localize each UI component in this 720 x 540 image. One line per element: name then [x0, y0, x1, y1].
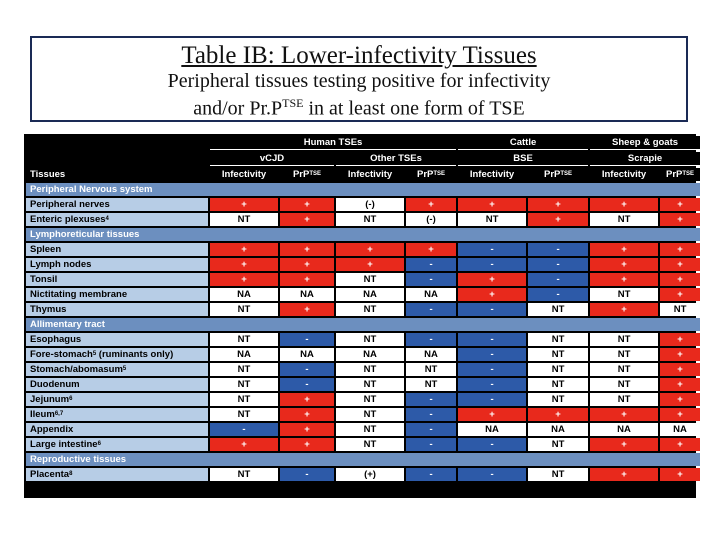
table-row — [26, 258, 700, 271]
result-cell: + — [210, 198, 278, 211]
table-row — [26, 213, 700, 226]
result-cell: NT — [336, 213, 404, 226]
tissue-label — [26, 273, 208, 286]
header-infectivity: Infectivity — [458, 168, 526, 181]
result-cell: + — [660, 198, 700, 211]
result-cell: + — [660, 258, 700, 271]
tissue-name: Ileum — [30, 409, 55, 420]
result-cell: NA — [210, 288, 278, 301]
result-cell: NA — [528, 423, 588, 436]
section-title: Lymphoreticular tissues — [26, 228, 700, 241]
tissue-name: Peripheral nerves — [30, 199, 110, 210]
tissue-label — [26, 468, 208, 481]
tissue-name: Lymph nodes — [30, 259, 92, 270]
result-cell: + — [590, 273, 658, 286]
section-title: Allimentary tract — [26, 318, 700, 331]
result-cell: + — [280, 243, 334, 256]
table-row — [26, 468, 700, 481]
tissue-name: Stomach/abomasum — [30, 364, 123, 375]
result-cell: + — [660, 243, 700, 256]
result-cell: NT — [210, 303, 278, 316]
result-cell: + — [660, 273, 700, 286]
header-prp-tse — [280, 168, 334, 181]
header-human-tses: Human TSEs — [210, 136, 456, 150]
result-cell: NT — [528, 378, 588, 391]
result-cell: NA — [406, 288, 456, 301]
header-prp-tse — [406, 168, 456, 181]
result-cell: + — [458, 273, 526, 286]
tissue-name: Spleen — [30, 244, 62, 255]
result-cell: - — [458, 303, 526, 316]
result-cell: NT — [528, 393, 588, 406]
tissue-name: Nictitating membrane — [30, 289, 128, 300]
result-cell: + — [280, 438, 334, 451]
tissue-label — [26, 213, 208, 226]
header-prp-sup: TSE — [433, 171, 446, 177]
header-prp-label: PrP — [292, 169, 310, 180]
result-cell: - — [458, 243, 526, 256]
result-cell: (+) — [336, 468, 404, 481]
result-cell: (-) — [406, 213, 456, 226]
table-row — [26, 243, 700, 256]
header-prp-sup: TSE — [560, 171, 573, 177]
tissue-name: Fore-stomach — [30, 349, 93, 360]
result-cell: - — [528, 258, 588, 271]
result-cell: - — [406, 408, 456, 421]
result-cell: - — [528, 273, 588, 286]
header-prp-label: PrP — [666, 169, 683, 180]
page-subtitle-line1: Peripheral tissues testing positive for infectivity — [167, 70, 551, 92]
result-cell: NA — [590, 423, 658, 436]
result-cell: + — [660, 408, 700, 421]
tissue-name: Thymus — [30, 304, 67, 315]
result-cell: + — [458, 408, 526, 421]
result-cell: + — [660, 213, 700, 226]
section-row — [26, 228, 700, 241]
result-cell: NA — [660, 423, 700, 436]
table-row — [26, 348, 700, 361]
tissue-footnote: 6,7 — [54, 411, 64, 417]
result-cell: NT — [210, 468, 278, 481]
table-row — [26, 438, 700, 451]
table-row — [26, 393, 700, 406]
tissue-label — [26, 198, 208, 211]
result-cell: NT — [336, 408, 404, 421]
subtitle-post: in at least one form of TSE — [303, 97, 525, 120]
tissue-label — [26, 348, 208, 361]
table-row — [26, 378, 700, 391]
tissue-name: Placenta — [30, 469, 70, 480]
result-cell: NA — [280, 288, 334, 301]
table-row — [26, 408, 700, 421]
section-title: Reproductive tissues — [26, 453, 700, 466]
result-cell: + — [528, 408, 588, 421]
tissue-name: Enteric plexuses — [30, 214, 106, 225]
tissue-name: Large intestine — [30, 439, 98, 450]
result-cell: NT — [590, 333, 658, 346]
result-cell: NT — [406, 378, 456, 391]
result-cell: + — [336, 243, 404, 256]
result-cell: - — [528, 243, 588, 256]
tissue-footnote: 5 — [92, 351, 97, 357]
tissue-name: Appendix — [30, 424, 74, 435]
result-cell: - — [210, 423, 278, 436]
subtitle-sup: TSE — [282, 96, 304, 110]
section-title: Peripheral Nervous system — [26, 183, 700, 196]
result-cell: NT — [660, 303, 700, 316]
tissue-label — [26, 423, 208, 436]
result-cell: + — [280, 303, 334, 316]
result-cell: NT — [590, 378, 658, 391]
header-prp-sup: TSE — [309, 171, 322, 177]
header-prp-sup: TSE — [682, 171, 695, 177]
result-cell: - — [406, 273, 456, 286]
tissue-footnote: 4 — [105, 216, 109, 222]
result-cell: NT — [458, 213, 526, 226]
table-row — [26, 273, 700, 286]
header-blank — [26, 136, 208, 150]
table-row — [26, 303, 700, 316]
tissue-name: Tonsil — [30, 274, 58, 285]
result-cell: + — [528, 198, 588, 211]
result-cell: NT — [210, 213, 278, 226]
header-tissues: Tissues — [26, 168, 208, 181]
header-row-1 — [26, 136, 700, 150]
result-cell: - — [280, 468, 334, 481]
result-cell: - — [406, 303, 456, 316]
tissue-label — [26, 363, 208, 376]
header-prp-label: PrP — [544, 169, 561, 180]
result-cell: + — [406, 198, 456, 211]
result-cell: - — [458, 333, 526, 346]
header-row-2 — [26, 152, 700, 166]
page-subtitle-line2 — [32, 92, 686, 120]
tissue-label — [26, 333, 208, 346]
header-prp-tse — [528, 168, 588, 181]
result-cell: + — [336, 258, 404, 271]
result-cell: - — [458, 378, 526, 391]
result-cell: NT — [210, 363, 278, 376]
header-cattle: Cattle — [458, 136, 588, 150]
result-cell: NA — [336, 348, 404, 361]
page-title: Table IB: Lower-infectivity Tissues — [181, 42, 537, 69]
result-cell: - — [528, 288, 588, 301]
result-cell: NT — [528, 348, 588, 361]
header-infectivity: Infectivity — [336, 168, 404, 181]
result-cell: + — [280, 408, 334, 421]
result-cell: + — [590, 468, 658, 481]
header-infectivity: Infectivity — [210, 168, 278, 181]
subtitle-pre: and/or Pr.P — [193, 97, 283, 120]
table-row — [26, 198, 700, 211]
result-cell: + — [280, 213, 334, 226]
result-cell: + — [660, 288, 700, 301]
result-cell: NT — [590, 213, 658, 226]
result-cell: NT — [590, 363, 658, 376]
result-cell: - — [406, 333, 456, 346]
result-cell: + — [210, 258, 278, 271]
result-cell: + — [210, 438, 278, 451]
result-cell: - — [458, 393, 526, 406]
tissue-footnote: 6 — [69, 396, 73, 402]
section-row — [26, 183, 700, 196]
result-cell: NT — [590, 393, 658, 406]
header-blank-2 — [26, 152, 208, 166]
result-cell: - — [458, 258, 526, 271]
tissue-name: Esophagus — [30, 334, 82, 345]
result-cell: NT — [336, 303, 404, 316]
result-cell: - — [280, 333, 334, 346]
result-cell: NA — [336, 288, 404, 301]
result-cell: - — [406, 438, 456, 451]
result-cell: NT — [210, 378, 278, 391]
result-cell: NT — [406, 363, 456, 376]
header-prp-tse — [660, 168, 700, 181]
tissue-label — [26, 258, 208, 271]
result-cell: (-) — [336, 198, 404, 211]
tissue-label — [26, 288, 208, 301]
header-prp-label: PrP — [417, 169, 434, 180]
result-cell: - — [406, 393, 456, 406]
tissue-label — [26, 393, 208, 406]
result-cell: + — [660, 363, 700, 376]
result-cell: NT — [336, 423, 404, 436]
tissue-label — [26, 438, 208, 451]
result-cell: + — [590, 303, 658, 316]
result-cell: - — [458, 363, 526, 376]
result-cell: - — [458, 468, 526, 481]
header-scrapie: Scrapie — [590, 152, 700, 166]
result-cell: NT — [210, 333, 278, 346]
tissue-label — [26, 243, 208, 256]
result-cell: + — [406, 243, 456, 256]
result-cell: NA — [280, 348, 334, 361]
result-cell: + — [660, 393, 700, 406]
result-cell: + — [280, 273, 334, 286]
tissue-footnote: 5 — [122, 366, 127, 372]
result-cell: - — [406, 468, 456, 481]
result-cell: NT — [528, 303, 588, 316]
result-cell: NA — [458, 423, 526, 436]
title-box — [30, 36, 688, 122]
table-row — [26, 423, 700, 436]
result-cell: NT — [528, 333, 588, 346]
section-row — [26, 453, 700, 466]
tissue-label — [26, 378, 208, 391]
result-cell: NT — [336, 438, 404, 451]
result-cell: + — [590, 243, 658, 256]
result-cell: - — [406, 258, 456, 271]
result-cell: + — [660, 333, 700, 346]
result-cell: + — [210, 273, 278, 286]
result-cell: NT — [210, 393, 278, 406]
header-vcjd: vCJD — [210, 152, 334, 166]
result-cell: - — [280, 378, 334, 391]
result-cell: + — [280, 198, 334, 211]
result-cell: NT — [336, 363, 404, 376]
result-cell: + — [590, 198, 658, 211]
tissue-note: (ruminants only) — [96, 349, 174, 360]
header-other-tses: Other TSEs — [336, 152, 456, 166]
result-cell: NT — [336, 273, 404, 286]
result-cell: - — [280, 363, 334, 376]
result-cell: NT — [590, 288, 658, 301]
tissue-label — [26, 303, 208, 316]
result-cell: NT — [528, 468, 588, 481]
tissue-name: Jejunum — [30, 394, 70, 405]
result-cell: - — [458, 348, 526, 361]
result-cell: + — [528, 213, 588, 226]
result-cell: + — [590, 408, 658, 421]
result-cell: NT — [336, 393, 404, 406]
section-row — [26, 318, 700, 331]
table-row — [26, 363, 700, 376]
result-cell: NT — [336, 378, 404, 391]
result-cell: + — [210, 243, 278, 256]
header-infectivity: Infectivity — [590, 168, 658, 181]
infectivity-grid — [24, 134, 702, 483]
result-cell: - — [458, 438, 526, 451]
result-cell: + — [660, 348, 700, 361]
tissue-footnote: 6 — [97, 441, 101, 447]
tissue-name: Duodenum — [30, 379, 80, 390]
table-row — [26, 333, 700, 346]
result-cell: + — [280, 393, 334, 406]
result-cell: NT — [528, 438, 588, 451]
result-cell: + — [660, 378, 700, 391]
result-cell: NA — [406, 348, 456, 361]
result-cell: + — [660, 468, 700, 481]
result-cell: + — [590, 438, 658, 451]
result-cell: + — [660, 438, 700, 451]
tissue-footnote: 8 — [69, 471, 73, 477]
result-cell: - — [406, 423, 456, 436]
header-bse: BSE — [458, 152, 588, 166]
result-cell: NT — [528, 363, 588, 376]
result-cell: + — [280, 423, 334, 436]
result-cell: NT — [590, 348, 658, 361]
header-sheep-goats: Sheep & goats — [590, 136, 700, 150]
tissue-label — [26, 408, 208, 421]
result-cell: + — [590, 258, 658, 271]
infectivity-table — [24, 134, 696, 498]
table-row — [26, 288, 700, 301]
result-cell: NT — [336, 333, 404, 346]
result-cell: + — [458, 288, 526, 301]
result-cell: + — [458, 198, 526, 211]
result-cell: NT — [210, 408, 278, 421]
result-cell: NA — [210, 348, 278, 361]
header-row-3 — [26, 168, 700, 181]
result-cell: + — [280, 258, 334, 271]
